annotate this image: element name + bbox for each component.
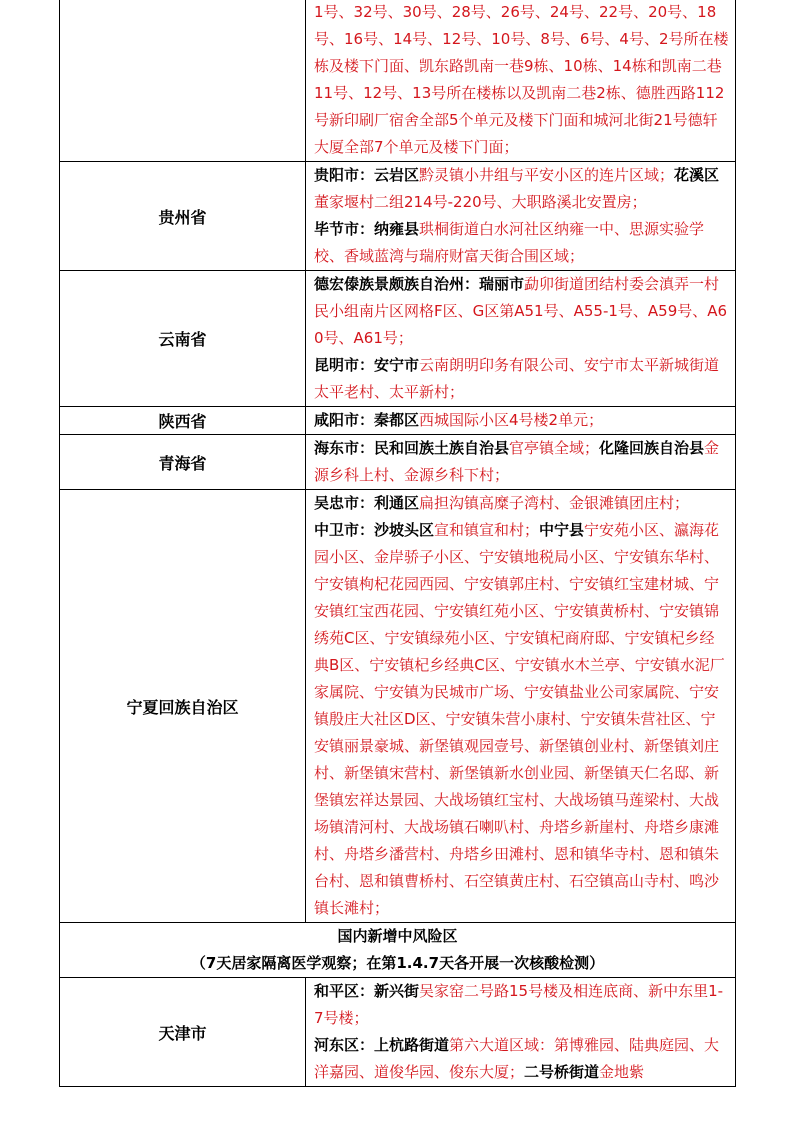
area-detail-cell (306, 162, 736, 271)
area-detail-cell (306, 407, 736, 435)
area-text: 云南朗明印务有限公司、安宁市太平新城街道太平老村、太平新村； (314, 356, 720, 401)
table-body-high (60, 0, 736, 923)
table-body-medium (60, 978, 736, 1087)
region-label: 昆明市：安宁市 (314, 356, 420, 374)
province-cell: 宁夏回族自治区 (60, 490, 306, 923)
area-text: 勐卯街道团结村委会滇弄一村民小组南片区网格F区、G区第A51号、A55-1号、A59号、A60号、A61号； (314, 275, 728, 347)
province-cell: 云南省 (60, 271, 306, 407)
section-header-cell (60, 923, 736, 978)
region-label: 吴忠市：利通区 (314, 494, 420, 512)
region-label: 贵阳市：云岩区 (314, 166, 420, 184)
province-cell: 贵州省 (60, 162, 306, 271)
region-label: 化隆回族自治县 (599, 439, 705, 457)
area-detail-cell (306, 435, 736, 490)
region-label: 河东区：上杭路街道 (314, 1036, 450, 1054)
region-label: 二号桥街道 (524, 1063, 600, 1081)
table-row (60, 0, 736, 162)
area-detail-cell (306, 0, 736, 162)
area-text: 珙桐街道白水河社区纳雍一中、思源实验学校、香域蓝湾与瑞府财富天街合围区域； (314, 220, 705, 265)
region-label: 中卫市：沙坡头区 (314, 521, 435, 539)
region-label: 咸阳市：秦都区 (314, 411, 420, 429)
area-text: 金地紫 (599, 1063, 645, 1081)
table-row (60, 490, 736, 923)
province-cell: 青海省 (60, 435, 306, 490)
province-cell (60, 0, 306, 162)
area-text: 宁安苑小区、瀛海花园小区、金岸骄子小区、宁安镇地税局小区、宁安镇东华村、宁安镇枸杞花园西园、宁安镇郭庄村、宁安镇红宝建材城、宁安镇红宝西花园、宁安镇红苑小区、宁安镇黄桥村、宁安镇锦绣苑C区、宁安镇绿苑小区、宁安镇杞商府邸、宁安镇杞乡经典B区、宁安镇杞乡经典C区、宁安镇水木兰亭、宁安镇水泥厂家属院、宁安镇为民城市广场、宁安镇盐业公司家属院、宁安镇殷庄大社区D区、宁安镇朱营小康村、宁安镇朱营社区、宁安镇丽景豪城、新堡镇观园壹号、新堡镇创业村、新堡镇刘庄村、新堡镇宋营村、新堡镇新水创业园、新堡镇天仁名邸、新堡镇宏祥达景园、大战场镇红宝村、大战场镇马莲梁村、大战场镇清河村、大战场镇石喇叭村、舟塔乡新崖村、舟塔乡康滩村、舟塔乡潘营村、舟塔乡田滩村、恩和镇华寺村、恩和镇朱台村、恩和镇曹桥村、石空镇黄庄村、石空镇高山寺村、鸣沙镇长滩村； (314, 521, 725, 917)
risk-area-table (59, 0, 736, 1087)
section-title: 国内新增中风险区 (337, 927, 458, 945)
table-row (60, 162, 736, 271)
area-text: 宣和镇宣和村； (434, 521, 540, 539)
area-text: 西城国际小区4号楼2单元； (419, 411, 604, 429)
table-row (60, 407, 736, 435)
table-row (60, 435, 736, 490)
area-text: 吴家窑二号路15号楼及相连底商、新中东里1-7号楼； (314, 982, 724, 1027)
area-text: 金源乡科上村、金源乡科下村； (314, 439, 720, 484)
area-text: 董家堰村二组214号-220号、大职路溪北安置房； (314, 193, 647, 211)
region-label: 毕节市：纳雍县 (314, 220, 420, 238)
table-row (60, 978, 736, 1087)
area-text: 1号、32号、30号、28号、26号、24号、22号、20号、18号、16号、14号、12号、10号、8号、6号、4号、2号所在楼栋及楼下门面、凯东路凯南一巷9栋、10栋、14栋和凯南二巷11号、12号、13号所在楼栋以及凯南二巷2栋、德胜西路112号新印刷厂宿舍全部5个单元及楼下门面和城河北街21号德轩大厦全部7个单元及楼下门面； (314, 3, 729, 156)
area-text: 官亭镇全域； (509, 439, 600, 457)
area-detail-cell (306, 978, 736, 1087)
area-text: 扁担沟镇高糜子湾村、金银滩镇团庄村； (419, 494, 690, 512)
region-label: 德宏傣族景颇族自治州：瑞丽市 (314, 275, 525, 293)
region-label: 海东市：民和回族土族自治县 (314, 439, 510, 457)
region-label: 和平区：新兴街 (314, 982, 420, 1000)
area-text: 第博雅园、陆典庭园、大洋嘉园、道俊华园、俊东大厦； (314, 1036, 720, 1081)
province-cell: 陕西省 (60, 407, 306, 435)
region-label: 花溪区 (674, 166, 720, 184)
table-section-header (60, 923, 736, 978)
area-text: 第六大道区域： (449, 1036, 555, 1054)
area-text: 黔灵镇小井组与平安小区的连片区域； (419, 166, 675, 184)
province-cell: 天津市 (60, 978, 306, 1087)
area-detail-cell (306, 271, 736, 407)
area-detail-cell (306, 490, 736, 923)
section-subtitle: （7天居家隔离医学观察；在第1.4.7天各开展一次核酸检测） (190, 954, 605, 972)
table-row (60, 271, 736, 407)
region-label: 中宁县 (539, 521, 585, 539)
section-header-row (60, 923, 736, 978)
